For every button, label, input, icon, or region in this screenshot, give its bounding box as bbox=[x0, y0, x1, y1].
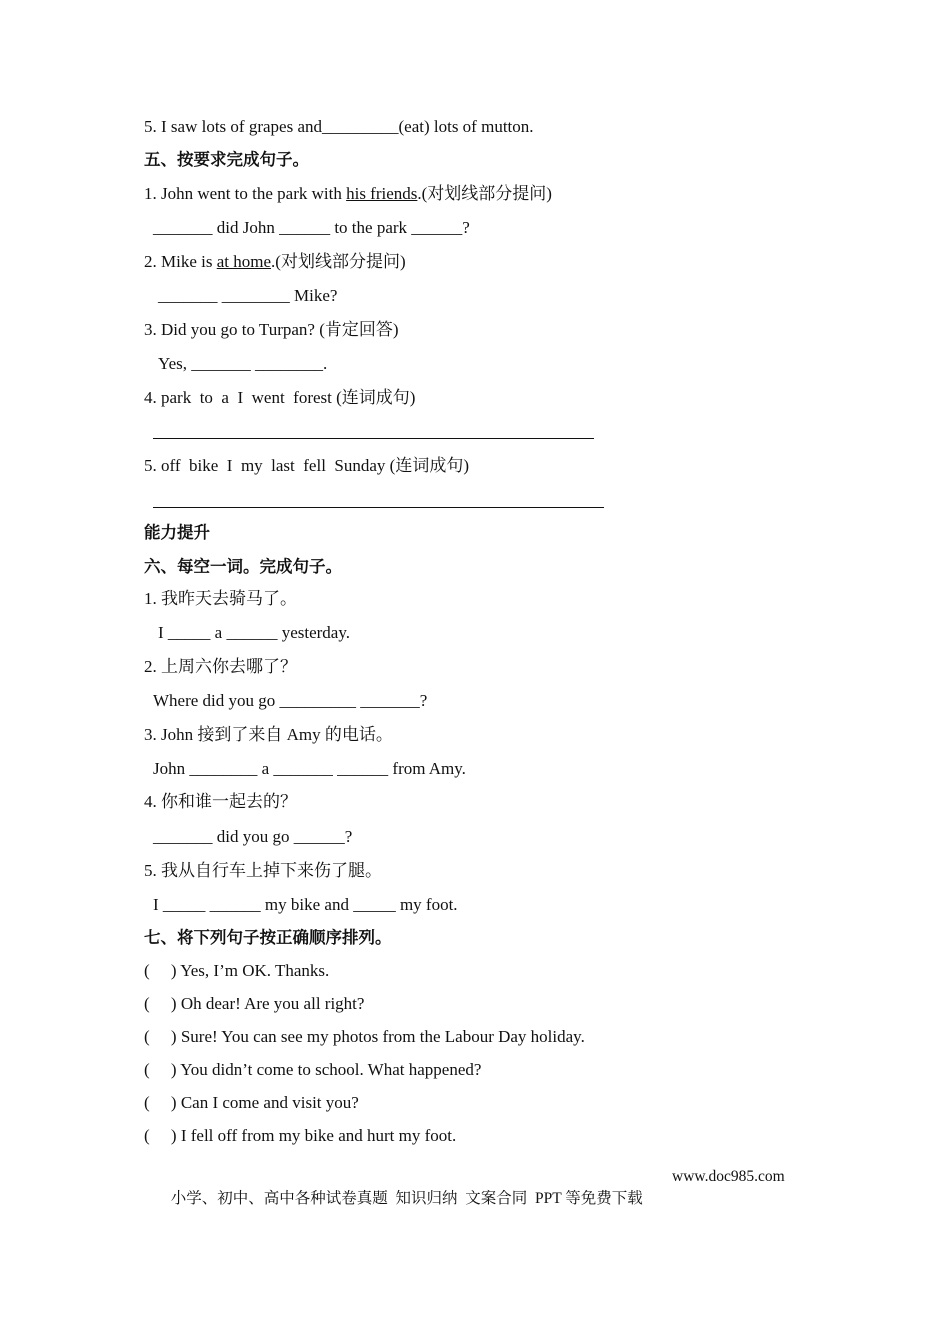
answer-2-line: _______ ________ Mike? bbox=[158, 286, 338, 305]
footer-url[interactable]: www.doc985.com bbox=[672, 1168, 785, 1185]
section-6-a2: Where did you go _________ _______? bbox=[153, 691, 428, 710]
section-6-a5: I _____ ______ my bike and _____ my foot. bbox=[153, 895, 458, 914]
answer-5-rule bbox=[153, 507, 604, 508]
order-item: ( ) Sure! You can see my photos from the Labour Day holiday. bbox=[144, 1027, 585, 1046]
underlined-phrase: at home bbox=[216, 252, 272, 271]
section-6-q1: 1. 我昨天去骑马了。 bbox=[144, 589, 297, 608]
section-6-a3: John ________ a _______ ______ from Amy. bbox=[153, 759, 466, 778]
text-segment: .(对划线部分提问) bbox=[417, 184, 552, 203]
question-2-at-home bbox=[144, 251, 406, 273]
question-5-word-order: 5. off bike I my last fell Sunday (连词成句) bbox=[144, 456, 470, 475]
section-5-heading: 五、按要求完成句子。 bbox=[144, 150, 309, 169]
text-segment: .(对划线部分提问) bbox=[271, 252, 406, 271]
answer-1-line: _______ did John ______ to the park ______? bbox=[153, 218, 470, 237]
order-item: ( ) I fell off from my bike and hurt my foot. bbox=[144, 1126, 457, 1145]
order-item: ( ) You didn’t come to school. What happened? bbox=[144, 1060, 482, 1079]
question-1-his-friends bbox=[144, 183, 552, 205]
order-item: ( ) Oh dear! Are you all right? bbox=[144, 994, 365, 1013]
ability-heading: 能力提升 bbox=[144, 523, 210, 542]
section-6-q5: 5. 我从自行车上掉下来伤了腿。 bbox=[144, 861, 382, 880]
section-6-q3: 3. John 接到了来自 Amy 的电话。 bbox=[144, 725, 393, 744]
text-segment: 1. John went to the park with bbox=[144, 184, 347, 203]
page-footer bbox=[163, 1168, 785, 1226]
question-4-word-order: 4. park to a I went forest (连词成句) bbox=[144, 388, 416, 407]
section-6-q2: 2. 上周六你去哪了？ bbox=[144, 657, 297, 676]
exercise-5-eat-line: 5. I saw lots of grapes and_________(eat) lots of mutton. bbox=[144, 117, 534, 136]
answer-4-rule bbox=[153, 438, 594, 439]
section-6-q4: 4. 你和谁一起去的？ bbox=[144, 792, 297, 811]
question-3-turpan: 3. Did you go to Turpan? (肯定回答) bbox=[144, 320, 399, 339]
underlined-phrase: his friends bbox=[346, 184, 418, 203]
section-7-heading: 七、将下列句子按正确顺序排列。 bbox=[144, 928, 392, 947]
answer-3-line: Yes, _______ ________. bbox=[158, 354, 328, 373]
section-6-heading: 六、每空一词。完成句子。 bbox=[144, 557, 342, 576]
text-segment: 2. Mike is bbox=[144, 252, 217, 271]
section-6-a4: _______ did you go ______? bbox=[153, 827, 353, 846]
order-item: ( ) Can I come and visit you? bbox=[144, 1093, 359, 1112]
footer-text: 小学、初中、高中各种试卷真题 知识归纳 文案合同 PPT 等免费下载 bbox=[170, 1190, 643, 1207]
order-item: ( ) Yes, I’m OK. Thanks. bbox=[144, 961, 330, 980]
section-6-a1: I _____ a ______ yesterday. bbox=[158, 623, 350, 642]
